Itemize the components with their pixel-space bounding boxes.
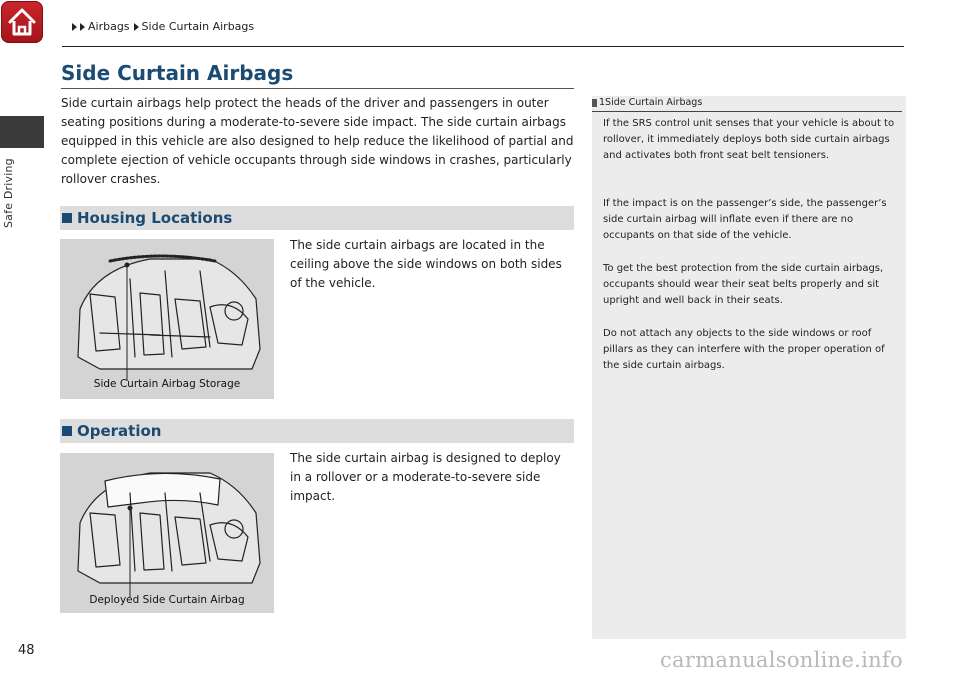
note-heading-text: Side Curtain Airbags	[605, 97, 703, 108]
section-heading-text: Operation	[77, 422, 162, 440]
page-title: Side Curtain Airbags	[61, 61, 294, 85]
vehicle-interior-storage-illustration	[60, 239, 274, 399]
chapter-tab[interactable]	[0, 116, 44, 148]
notes-panel	[592, 96, 906, 639]
arrow-right-icon	[80, 23, 85, 31]
section-heading-text: Housing Locations	[77, 209, 233, 227]
arrow-right-icon	[72, 23, 77, 31]
home-icon	[1, 1, 43, 43]
arrow-right-icon	[134, 23, 139, 31]
title-divider	[61, 88, 574, 89]
note-number: 1	[599, 97, 606, 108]
figure-caption: Deployed Side Curtain Airbag	[89, 594, 245, 606]
note-number-icon	[592, 99, 597, 107]
section-paragraph: The side curtain airbags are located in the ceiling above the side windows on both sides of the vehicle.	[290, 238, 562, 290]
note-paragraph: To get the best protection from the side curtain airbags, occupants should wear their seat belts properly and sit upright and well back in their seats.	[603, 263, 884, 306]
note-paragraph: If the SRS control unit senses that your vehicle is about to rollover, it immediately deploys both side curtain airbags and activates both front seat belt tensioners.	[603, 118, 895, 161]
page-number: 48	[18, 643, 35, 658]
notes-divider	[592, 111, 902, 112]
note-paragraph: Do not attach any objects to the side windows or roof pillars as they can interfere with the proper operation of the side curtain airbags.	[603, 328, 885, 371]
breadcrumb-item[interactable]: Side Curtain Airbags	[141, 20, 255, 33]
notes-heading	[592, 97, 906, 108]
section-heading-housing	[60, 206, 574, 230]
note-paragraph: If the impact is on the passenger’s side, the passenger’s side curtain airbag will inflate even if there are no occupants on that side of the vehicle.	[603, 198, 887, 241]
chapter-label: Safe Driving	[2, 158, 15, 228]
square-bullet-icon	[62, 213, 72, 223]
intro-paragraph: Side curtain airbags help protect the heads of the driver and passengers in outer seating positions during a moderate-to-severe side impact. The side curtain airbags equipped in this vehicle are also designed to help reduce the likelihood of partial and complete ejection of vehicle occupants through side windows in crashes, particularly rollover crashes.	[61, 96, 574, 186]
home-button[interactable]	[1, 1, 43, 43]
figure-caption: Side Curtain Airbag Storage	[93, 378, 241, 390]
breadcrumb-item[interactable]: Airbags	[88, 20, 130, 33]
section-paragraph: The side curtain airbag is designed to deploy in a rollover or a moderate-to-severe side impact.	[290, 451, 561, 503]
square-bullet-icon	[62, 426, 72, 436]
breadcrumb	[72, 20, 254, 33]
figure-operation	[60, 453, 274, 613]
vehicle-deployed-airbag-illustration	[60, 453, 274, 613]
header-divider	[62, 46, 904, 47]
section-heading-operation	[60, 419, 574, 443]
figure-housing-locations	[60, 239, 274, 399]
watermark: carmanualsonline.info	[660, 648, 904, 672]
